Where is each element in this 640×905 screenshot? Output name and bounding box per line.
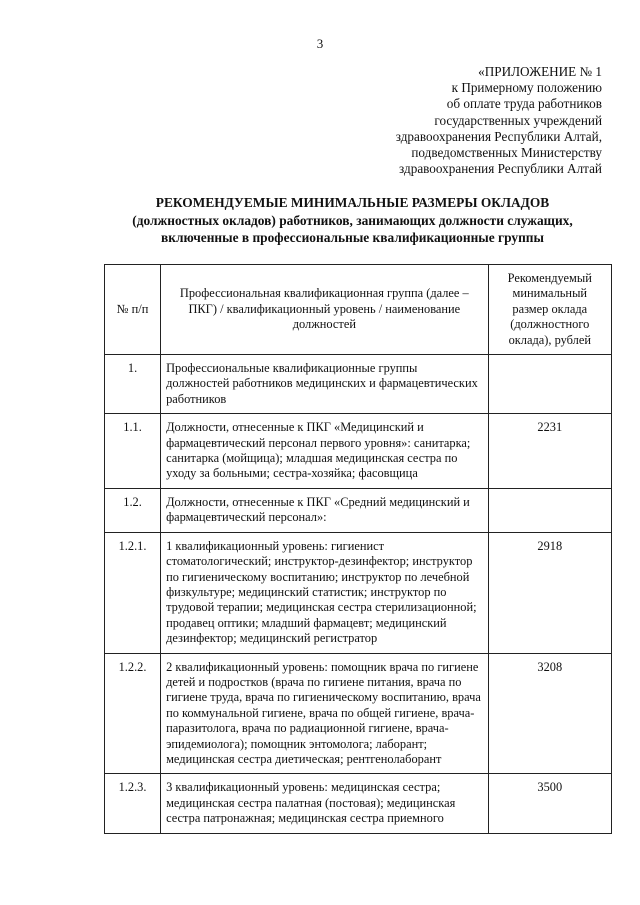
title-line: РЕКОМЕНДУЕМЫЕ МИНИМАЛЬНЫЕ РАЗМЕРЫ ОКЛАДОВ: [155, 195, 550, 210]
table-row: [105, 355, 612, 414]
title-line: включенные в профессиональные квалификационные группы: [161, 230, 544, 245]
appendix-line: «ПРИЛОЖЕНИЕ № 1: [478, 64, 602, 79]
document-title: [80, 194, 625, 247]
table-row: [105, 774, 612, 833]
table-row: [105, 414, 612, 489]
appendix-line: к Примерному положению: [451, 80, 602, 96]
row-desc: Должности, отнесенные к ПКГ «Средний медицинский и фармацевтический персонал»:: [161, 488, 488, 532]
header-num: № п/п: [105, 265, 161, 355]
row-desc: 3 квалификационный уровень: медицинская сестра; медицинская сестра палатная (постовая); медицинская сестра патронажная; медицинская сестра приемного: [161, 774, 488, 833]
row-num: 1.1.: [105, 414, 161, 489]
row-desc: Профессиональные квалификационные группы должностей работников медицинских и фармацевтических работников: [161, 355, 488, 414]
table-header-row: [105, 265, 612, 355]
row-desc: 2 квалификационный уровень: помощник врача по гигиене детей и подростков (врача по гигиене питания, врача по гигиене труда, врача по гигиеническому воспитанию, врача по коммунальной гигиене, врача по общей гигиене, врача-паразитолога, врача по радиационной гигиене, врача-эпидемиолога); помощник энтомолога; лаборант; медицинская сестра диетическая; рентгенолаборант: [161, 653, 488, 774]
appendix-line: подведомственных Министерству: [411, 145, 602, 161]
row-val: 3208: [488, 653, 611, 774]
appendix-line: здравоохранения Республики Алтай,: [395, 128, 602, 144]
row-val: [488, 355, 611, 414]
appendix-line: здравоохранения Республики Алтай: [399, 161, 602, 177]
row-num: 1.2.1.: [105, 532, 161, 653]
row-num: 1.2.: [105, 488, 161, 532]
row-num: 1.: [105, 355, 161, 414]
row-num: 1.2.2.: [105, 653, 161, 774]
row-desc: 1 квалификационный уровень: гигиенист стоматологический; инструктор-дезинфектор; инструктор по гигиеническому воспитанию; инструктор по лечебной физкультуре; медицинский статистик; инструктор по трудовой терапии; медицинская сестра стерилизационной; продавец оптики; младший фармацевт; медицинский дезинфектор; медицинский регистратор: [161, 532, 488, 653]
row-val: 2918: [488, 532, 611, 653]
table-row: [105, 532, 612, 653]
appendix-line: об оплате труда работников: [446, 96, 602, 112]
row-num: 1.2.3.: [105, 774, 161, 833]
appendix-line: государственных учреждений: [434, 112, 602, 128]
table-row: [105, 488, 612, 532]
header-desc: Профессиональная квалификационная группа (далее – ПКГ) / квалификационный уровень / наименование должностей: [161, 265, 488, 355]
page-number: 3: [316, 36, 324, 51]
row-val: 2231: [488, 414, 611, 489]
appendix-header: [340, 64, 602, 177]
row-desc: Должности, отнесенные к ПКГ «Медицинский и фармацевтический персонал первого уровня»: санитарка; санитарка (мойщица); младшая медицинская сестра по уходу за больными; сестра-хозяйка; фасовщица: [161, 414, 488, 489]
rates-table: [104, 264, 612, 834]
title-line: (должностных окладов) работников, занимающих должности служащих,: [132, 212, 573, 228]
row-val: 3500: [488, 774, 611, 833]
table-row: [105, 653, 612, 774]
row-val: [488, 488, 611, 532]
header-val: Рекомендуемый минимальный размер оклада (должностного оклада), рублей: [488, 265, 611, 355]
